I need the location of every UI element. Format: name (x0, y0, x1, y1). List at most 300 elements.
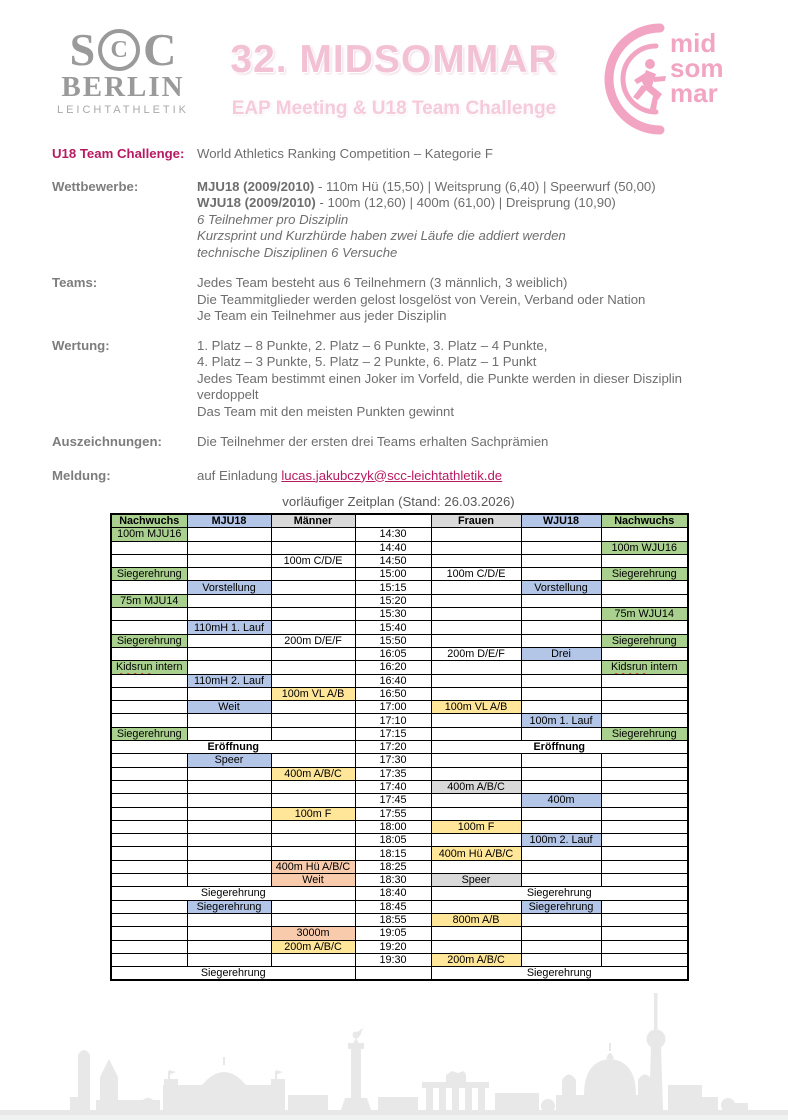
schedule-cell (601, 807, 688, 820)
schedule-cell (187, 554, 271, 567)
time-cell: 14:40 (355, 541, 431, 554)
zeitplan-row (111, 780, 688, 793)
time-cell: 19:05 (355, 927, 431, 940)
zeitplan-body (111, 514, 688, 980)
section-meldung (52, 468, 762, 485)
schedule-cell (271, 794, 355, 807)
time-cell: 17:35 (355, 767, 431, 780)
schedule-cell (521, 913, 601, 926)
schedule-cell (111, 554, 187, 567)
schedule-cell: Siegerehrung (187, 900, 271, 913)
schedule-cell (601, 594, 688, 607)
zeitplan-row (111, 541, 688, 554)
schedule-cell: Kidsrun intern (601, 661, 688, 674)
schedule-cell (111, 874, 187, 887)
schedule-cell: 800m A/B (431, 913, 521, 926)
merged-cell-left: Eröffnung (111, 741, 355, 754)
time-cell: 14:30 (355, 528, 431, 541)
schedule-cell: 75m MJU14 (111, 594, 187, 607)
schedule-cell (601, 900, 688, 913)
scc-logo-berlin: BERLIN (61, 71, 185, 103)
schedule-cell: 100m VL A/B (271, 687, 355, 700)
schedule-cell (521, 847, 601, 860)
schedule-cell (521, 953, 601, 966)
schedule-cell (431, 900, 521, 913)
schedule-cell (431, 528, 521, 541)
schedule-cell (187, 820, 271, 833)
zeitplan-header-row (111, 514, 688, 528)
schedule-cell (271, 847, 355, 860)
schedule-cell (601, 674, 688, 687)
schedule-cell (521, 780, 601, 793)
zeitplan-row (111, 741, 688, 754)
schedule-cell (521, 687, 601, 700)
schedule-cell (521, 874, 601, 887)
schedule-cell (431, 940, 521, 953)
berlin-skyline (0, 985, 788, 1120)
zeitplan-container (110, 513, 689, 981)
schedule-cell (271, 621, 355, 634)
wettbewerbe-line-wju18: WJU18 (2009/2010) - 100m (12,60) | 400m (61,00) | Dreisprung (10,90) (197, 195, 616, 210)
schedule-cell (187, 687, 271, 700)
event-subtitle: EAP Meeting & U18 Team Challenge (231, 98, 557, 119)
schedule-cell (111, 913, 187, 926)
time-cell: 17:40 (355, 780, 431, 793)
misspelled-word: Kidsrun (610, 661, 648, 674)
wertung-label: Wertung: (52, 337, 110, 353)
time-cell: 17:30 (355, 754, 431, 767)
zeitplan-row (111, 927, 688, 940)
time-cell: 15:20 (355, 594, 431, 607)
schedule-cell: 100m WJU16 (601, 541, 688, 554)
time-cell: 18:45 (355, 900, 431, 913)
schedule-cell: Drei (521, 647, 601, 660)
column-header-männer: Männer (271, 514, 355, 528)
schedule-cell (187, 807, 271, 820)
schedule-cell (431, 674, 521, 687)
schedule-cell (431, 860, 521, 873)
zeitplan-row (111, 674, 688, 687)
column-header-wju18: WJU18 (521, 514, 601, 528)
schedule-cell: Siegerehrung (601, 634, 688, 647)
schedule-cell: Siegerehrung (521, 900, 601, 913)
schedule-cell: 75m WJU14 (601, 608, 688, 621)
schedule-cell (187, 927, 271, 940)
zeitplan-table (110, 513, 689, 981)
schedule-cell (111, 834, 187, 847)
time-cell: 15:40 (355, 621, 431, 634)
schedule-cell (111, 714, 187, 727)
schedule-cell (521, 701, 601, 714)
schedule-cell (271, 674, 355, 687)
schedule-cell (431, 608, 521, 621)
schedule-cell (521, 554, 601, 567)
schedule-cell: Speer (431, 874, 521, 887)
zeitplan-row (111, 900, 688, 913)
schedule-cell (601, 913, 688, 926)
schedule-cell (111, 820, 187, 833)
mar-word: mar (670, 78, 718, 108)
zeitplan-row (111, 940, 688, 953)
scc-circled-c: C (98, 29, 140, 71)
zeitplan-row (111, 807, 688, 820)
schedule-cell (187, 528, 271, 541)
title-block (188, 38, 600, 120)
zeitplan-caption: vorläufiger Zeitplan (Stand: 26.03.2026) (282, 494, 515, 509)
schedule-cell (187, 953, 271, 966)
schedule-cell: 100m C/D/E (431, 568, 521, 581)
wertung-line-2: 4. Platz – 3 Punkte, 5. Platz – 2 Punkte, 6. Platz – 1 Punkt (197, 354, 537, 369)
schedule-cell (187, 940, 271, 953)
schedule-cell (431, 767, 521, 780)
schedule-cell (521, 528, 601, 541)
schedule-cell (601, 754, 688, 767)
email-link[interactable]: lucas.jakubczyk@scc-leichtathletik.de (281, 467, 503, 483)
schedule-cell (111, 608, 187, 621)
schedule-cell (601, 714, 688, 727)
scc-letter-s: S (69, 24, 96, 75)
scc-logo-letters (53, 24, 193, 75)
schedule-cell (111, 767, 187, 780)
schedule-cell (521, 541, 601, 554)
schedule-cell: 100m F (431, 820, 521, 833)
time-cell: 18:30 (355, 874, 431, 887)
schedule-cell: 110mH 1. Lauf (187, 621, 271, 634)
scc-logo-leichtathletik: LEICHTATHLETIK (56, 104, 190, 116)
scc-berlin-logo (53, 24, 193, 116)
schedule-cell (601, 874, 688, 887)
wettbewerbe-line-mju18: MJU18 (2009/2010) - 110m Hü (15,50) | Weitsprung (6,40) | Speerwurf (50,00) (197, 178, 656, 194)
zeitplan-row (111, 794, 688, 807)
schedule-cell (187, 647, 271, 660)
schedule-cell (521, 940, 601, 953)
teams-line-1: Jedes Team besteht aus 6 Teilnehmern (3 männlich, 3 weiblich) (197, 275, 568, 290)
info-sections (52, 146, 762, 484)
u18-text: World Athletics Ranking Competition – Kategorie F (197, 146, 493, 161)
merged-cell-left: Siegerehrung (111, 887, 355, 900)
zeitplan-row (111, 887, 688, 900)
schedule-cell (271, 754, 355, 767)
wettbewerbe-note-3: technische Disziplinen 6 Versuche (197, 244, 398, 260)
zeitplan-row (111, 727, 688, 740)
schedule-cell (111, 621, 187, 634)
midsommar-logo (598, 20, 758, 138)
wertung-line-4: verdoppelt (197, 387, 259, 402)
schedule-cell: 100m 1. Lauf (521, 714, 601, 727)
column-header-nachwuchs: Nachwuchs (111, 514, 187, 528)
time-cell: 18:05 (355, 834, 431, 847)
merged-cell-right: Siegerehrung (431, 887, 688, 900)
schedule-cell: 100m F (271, 807, 355, 820)
schedule-cell (431, 807, 521, 820)
schedule-cell (187, 727, 271, 740)
schedule-cell: 400m A/B/C (431, 780, 521, 793)
schedule-cell (521, 807, 601, 820)
schedule-cell (111, 940, 187, 953)
zeitplan-row (111, 913, 688, 926)
event-title: 32. MIDSOMMAR (230, 38, 558, 81)
schedule-cell (521, 674, 601, 687)
schedule-cell (601, 940, 688, 953)
schedule-cell (271, 701, 355, 714)
schedule-cell (271, 780, 355, 793)
schedule-cell (431, 594, 521, 607)
schedule-cell (601, 621, 688, 634)
time-cell: 14:50 (355, 554, 431, 567)
zeitplan-row (111, 967, 688, 981)
schedule-cell (111, 860, 187, 873)
schedule-cell (271, 714, 355, 727)
schedule-cell (431, 754, 521, 767)
schedule-cell: 100m MJU16 (111, 528, 187, 541)
schedule-cell (601, 647, 688, 660)
time-cell: 19:20 (355, 940, 431, 953)
section-u18-team-challenge (52, 146, 762, 163)
merged-cell-right: Siegerehrung (431, 967, 688, 981)
schedule-cell (111, 807, 187, 820)
schedule-cell (187, 714, 271, 727)
schedule-cell (601, 528, 688, 541)
schedule-cell: Siegerehrung (111, 634, 187, 647)
time-cell (355, 967, 431, 981)
schedule-cell (521, 568, 601, 581)
auszeichnungen-label: Auszeichnungen: (52, 434, 162, 449)
zeitplan-row (111, 568, 688, 581)
time-cell: 18:15 (355, 847, 431, 860)
zeitplan-row (111, 834, 688, 847)
zeitplan-row (111, 661, 688, 674)
schedule-cell (187, 834, 271, 847)
schedule-cell (271, 568, 355, 581)
schedule-cell: Siegerehrung (111, 727, 187, 740)
schedule-cell (187, 913, 271, 926)
schedule-cell (187, 541, 271, 554)
scc-letter-c: C (143, 24, 177, 75)
time-cell: 17:15 (355, 727, 431, 740)
zeitplan-row (111, 701, 688, 714)
schedule-cell (431, 541, 521, 554)
schedule-cell: 400m A/B/C (271, 767, 355, 780)
meldung-text: auf Einladung lucas.jakubczyk@scc-leichtathletik.de (197, 467, 503, 483)
schedule-cell: Speer (187, 754, 271, 767)
schedule-cell (271, 608, 355, 621)
schedule-cell (521, 860, 601, 873)
time-column-header (355, 514, 431, 528)
schedule-cell: Siegerehrung (601, 727, 688, 740)
schedule-cell (187, 608, 271, 621)
schedule-cell (521, 634, 601, 647)
schedule-cell (187, 634, 271, 647)
schedule-cell (601, 953, 688, 966)
schedule-cell: 110mH 2. Lauf (187, 674, 271, 687)
schedule-cell (271, 953, 355, 966)
zeitplan-row (111, 621, 688, 634)
schedule-cell (521, 727, 601, 740)
schedule-cell (111, 541, 187, 554)
schedule-cell: 3000m (271, 927, 355, 940)
schedule-cell (187, 860, 271, 873)
section-auszeichnungen (52, 434, 762, 451)
time-cell: 19:30 (355, 953, 431, 966)
schedule-cell (601, 767, 688, 780)
misspelled-word: Kidsrun (115, 661, 153, 674)
time-cell: 16:50 (355, 687, 431, 700)
schedule-cell (431, 634, 521, 647)
zeitplan-row (111, 608, 688, 621)
time-cell: 15:15 (355, 581, 431, 594)
auszeichnungen-text: Die Teilnehmer der ersten drei Teams erhalten Sachprämien (197, 434, 549, 449)
schedule-cell (111, 687, 187, 700)
runner-icon (633, 59, 666, 110)
som-word: som (670, 53, 724, 83)
schedule-cell (431, 621, 521, 634)
zeitplan-row (111, 860, 688, 873)
zeitplan-row (111, 581, 688, 594)
mid-word: mid (670, 28, 717, 58)
schedule-cell (271, 834, 355, 847)
schedule-cell (601, 687, 688, 700)
wertung-line-1: 1. Platz – 8 Punkte, 2. Platz – 6 Punkte, 3. Platz – 4 Punkte, (197, 337, 548, 353)
zeitplan-row (111, 754, 688, 767)
wertung-line-5: Das Team mit den meisten Punkten gewinnt (197, 403, 455, 419)
column-header-mju18: MJU18 (187, 514, 271, 528)
schedule-cell (521, 661, 601, 674)
u18-label: U18 Team Challenge: (52, 146, 185, 161)
midsommar-logo-text (670, 28, 724, 108)
time-cell: 17:20 (355, 741, 431, 754)
schedule-cell (271, 528, 355, 541)
time-cell: 15:50 (355, 634, 431, 647)
schedule-cell (271, 900, 355, 913)
schedule-cell: 400m Hü A/B/C (271, 860, 355, 873)
schedule-cell (521, 621, 601, 634)
wettbewerbe-note-2: Kurzsprint und Kurzhürde haben zwei Läufe die addiert werden (197, 228, 566, 243)
wettbewerbe-label: Wettbewerbe: (52, 178, 139, 194)
schedule-cell: Siegerehrung (111, 568, 187, 581)
schedule-cell (111, 794, 187, 807)
schedule-cell (187, 780, 271, 793)
zeitplan-row (111, 647, 688, 660)
schedule-cell (431, 727, 521, 740)
schedule-cell (111, 754, 187, 767)
zeitplan-row (111, 767, 688, 780)
time-cell: 18:00 (355, 820, 431, 833)
schedule-cell: 100m C/D/E (271, 554, 355, 567)
time-cell: 16:05 (355, 647, 431, 660)
schedule-cell (187, 661, 271, 674)
schedule-cell (521, 820, 601, 833)
schedule-cell: Siegerehrung (601, 568, 688, 581)
schedule-cell (431, 554, 521, 567)
schedule-cell (187, 794, 271, 807)
schedule-cell (431, 834, 521, 847)
schedule-cell (111, 780, 187, 793)
schedule-cell: 100m 2. Lauf (521, 834, 601, 847)
time-cell: 15:00 (355, 568, 431, 581)
schedule-cell: Vorstellung (521, 581, 601, 594)
schedule-cell: 200m A/B/C (271, 940, 355, 953)
schedule-cell: Kidsrun intern (111, 661, 187, 674)
schedule-cell (521, 754, 601, 767)
time-cell: 18:40 (355, 887, 431, 900)
schedule-cell: Vorstellung (187, 581, 271, 594)
schedule-cell (111, 900, 187, 913)
section-wertung (52, 338, 762, 421)
schedule-cell (601, 860, 688, 873)
schedule-cell: 200m D/E/F (271, 634, 355, 647)
schedule-cell (601, 581, 688, 594)
time-cell: 16:40 (355, 674, 431, 687)
schedule-cell (187, 874, 271, 887)
schedule-cell (271, 581, 355, 594)
merged-cell-right: Eröffnung (431, 741, 688, 754)
time-cell: 16:20 (355, 661, 431, 674)
schedule-cell (521, 608, 601, 621)
schedule-cell (601, 820, 688, 833)
column-header-nachwuchs: Nachwuchs (601, 514, 688, 528)
zeitplan-row (111, 847, 688, 860)
schedule-cell (601, 780, 688, 793)
zeitplan-row (111, 687, 688, 700)
schedule-cell: 400m (521, 794, 601, 807)
schedule-cell (271, 541, 355, 554)
time-cell: 18:25 (355, 860, 431, 873)
schedule-cell: 400m Hü A/B/C (431, 847, 521, 860)
schedule-cell (521, 594, 601, 607)
schedule-cell (431, 714, 521, 727)
schedule-cell (111, 674, 187, 687)
schedule-cell (111, 953, 187, 966)
schedule-cell (601, 847, 688, 860)
schedule-cell (187, 767, 271, 780)
zeitplan-row (111, 874, 688, 887)
schedule-cell (431, 581, 521, 594)
meldung-label: Meldung: (52, 467, 111, 483)
zeitplan-row (111, 953, 688, 966)
column-header-frauen: Frauen (431, 514, 521, 528)
zeitplan-row (111, 634, 688, 647)
schedule-cell: 100m VL A/B (431, 701, 521, 714)
time-cell: 15:30 (355, 608, 431, 621)
schedule-cell (271, 913, 355, 926)
schedule-cell (601, 834, 688, 847)
zeitplan-row (111, 554, 688, 567)
schedule-cell (521, 927, 601, 940)
schedule-cell (431, 687, 521, 700)
schedule-cell (187, 568, 271, 581)
schedule-cell (111, 581, 187, 594)
schedule-cell (271, 727, 355, 740)
schedule-cell (111, 847, 187, 860)
schedule-cell: 200m D/E/F (431, 647, 521, 660)
schedule-cell: 200m A/B/C (431, 953, 521, 966)
time-cell: 17:00 (355, 701, 431, 714)
zeitplan-row (111, 528, 688, 541)
schedule-cell: Weit (271, 874, 355, 887)
schedule-cell (601, 927, 688, 940)
time-cell: 18:55 (355, 913, 431, 926)
schedule-cell (187, 847, 271, 860)
zeitplan-row (111, 594, 688, 607)
merged-cell-left: Siegerehrung (111, 967, 355, 981)
schedule-cell (601, 701, 688, 714)
schedule-cell (111, 647, 187, 660)
wettbewerbe-note-1: 6 Teilnehmer pro Disziplin (197, 211, 349, 227)
wertung-line-3: Jedes Team bestimmt einen Joker im Vorfeld, die Punkte werden in dieser Disziplin (197, 370, 682, 386)
schedule-cell: Weit (187, 701, 271, 714)
time-cell: 17:55 (355, 807, 431, 820)
section-wettbewerbe (52, 179, 762, 262)
